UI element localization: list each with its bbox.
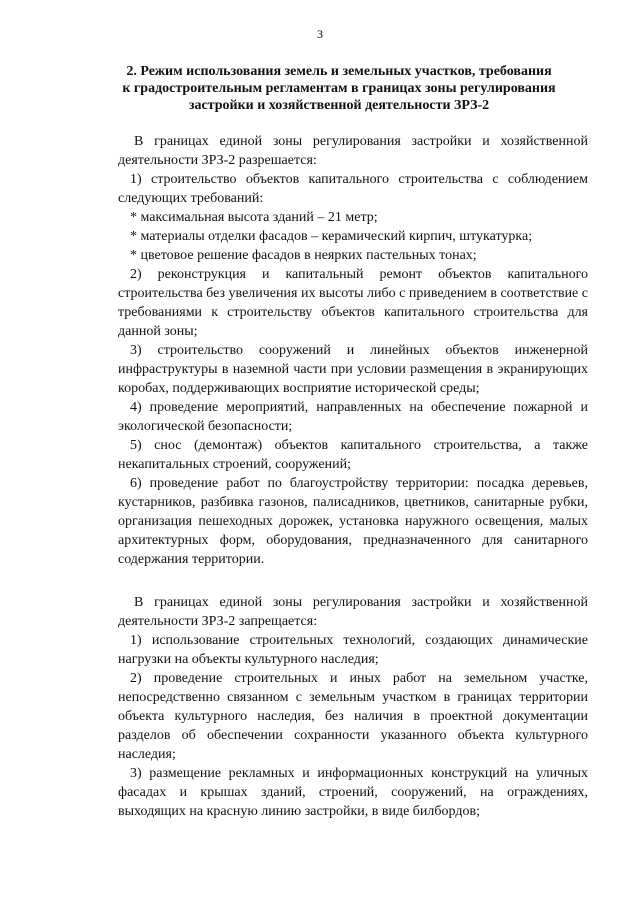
allowed-section bbox=[118, 132, 588, 569]
section-heading bbox=[104, 63, 574, 114]
allowed-item-5: 5) снос (демонтаж) объектов капитального строительства, а также некапитальных строений, сооружений; bbox=[118, 438, 588, 472]
prohibited-item-3: 3) размещение рекламных и информационных конструкций на уличных фасадах и крышах зданий, строений, сооружений, на ограждениях, выходящих на красную линию застройки, в виде билбордов; bbox=[118, 766, 588, 819]
heading-line-2: к градостроительным регламентам в границах зоны регулирования bbox=[122, 81, 556, 96]
allowed-bullet-colors: * цветовое решение фасадов в неярких пастельных тонах; bbox=[130, 248, 477, 263]
allowed-item-4: 4) проведение мероприятий, направленных на обеспечение пожарной и экологической безопасности; bbox=[118, 400, 588, 434]
heading-line-1: 2. Режим использования земель и земельных участков, требования bbox=[126, 64, 552, 79]
prohibited-item-2: 2) проведение строительных и иных работ на земельном участке, непосредственно связанном с земельным участком в границах территории объекта культурного наследия, без наличия в проектной документации разделов об обеспечении сохранности указанного объекта культурного наследия; bbox=[118, 671, 588, 762]
allowed-item-3: 3) строительство сооружений и линейных объектов инженерной инфраструктуры в наземной части при условии размещения в экранирующих коробах, поддерживающих восприятие исторической среды; bbox=[118, 343, 588, 396]
allowed-intro: В границах единой зоны регулирования застройки и хозяйственной деятельности ЗРЗ-2 разрешается: bbox=[118, 134, 588, 168]
allowed-item-2: 2) реконструкция и капитальный ремонт объектов капитального строительства без увеличения их высоты либо с приведением в соответствие с требованиями к строительству объектов капитального строительства для данной зоны; bbox=[118, 267, 588, 339]
allowed-bullet-height: * максимальная высота зданий – 21 метр; bbox=[130, 210, 378, 225]
allowed-item-6: 6) проведение работ по благоустройству территории: посадка деревьев, кустарников, разбивка газонов, палисадников, цветников, санитарные рубки, организация пешеходных дорожек, установка наружного освещения, малых архитектурных форм, оборудования, предназначенного для санитарного содержания территории. bbox=[118, 476, 588, 567]
allowed-bullet-materials: * материалы отделки фасадов – керамический кирпич, штукатурка; bbox=[130, 229, 533, 244]
allowed-item-1: 1) строительство объектов капитального строительства с соблюдением следующих требований: bbox=[118, 172, 588, 206]
prohibited-intro: В границах единой зоны регулирования застройки и хозяйственной деятельности ЗРЗ-2 запрещается: bbox=[118, 595, 588, 629]
heading-line-3: застройки и хозяйственной деятельности ЗРЗ-2 bbox=[188, 98, 490, 113]
prohibited-item-1: 1) использование строительных технологий, создающих динамические нагрузки на объекты культурного наследия; bbox=[118, 633, 588, 667]
prohibited-section bbox=[118, 593, 588, 821]
page-number: 3 bbox=[317, 27, 323, 41]
